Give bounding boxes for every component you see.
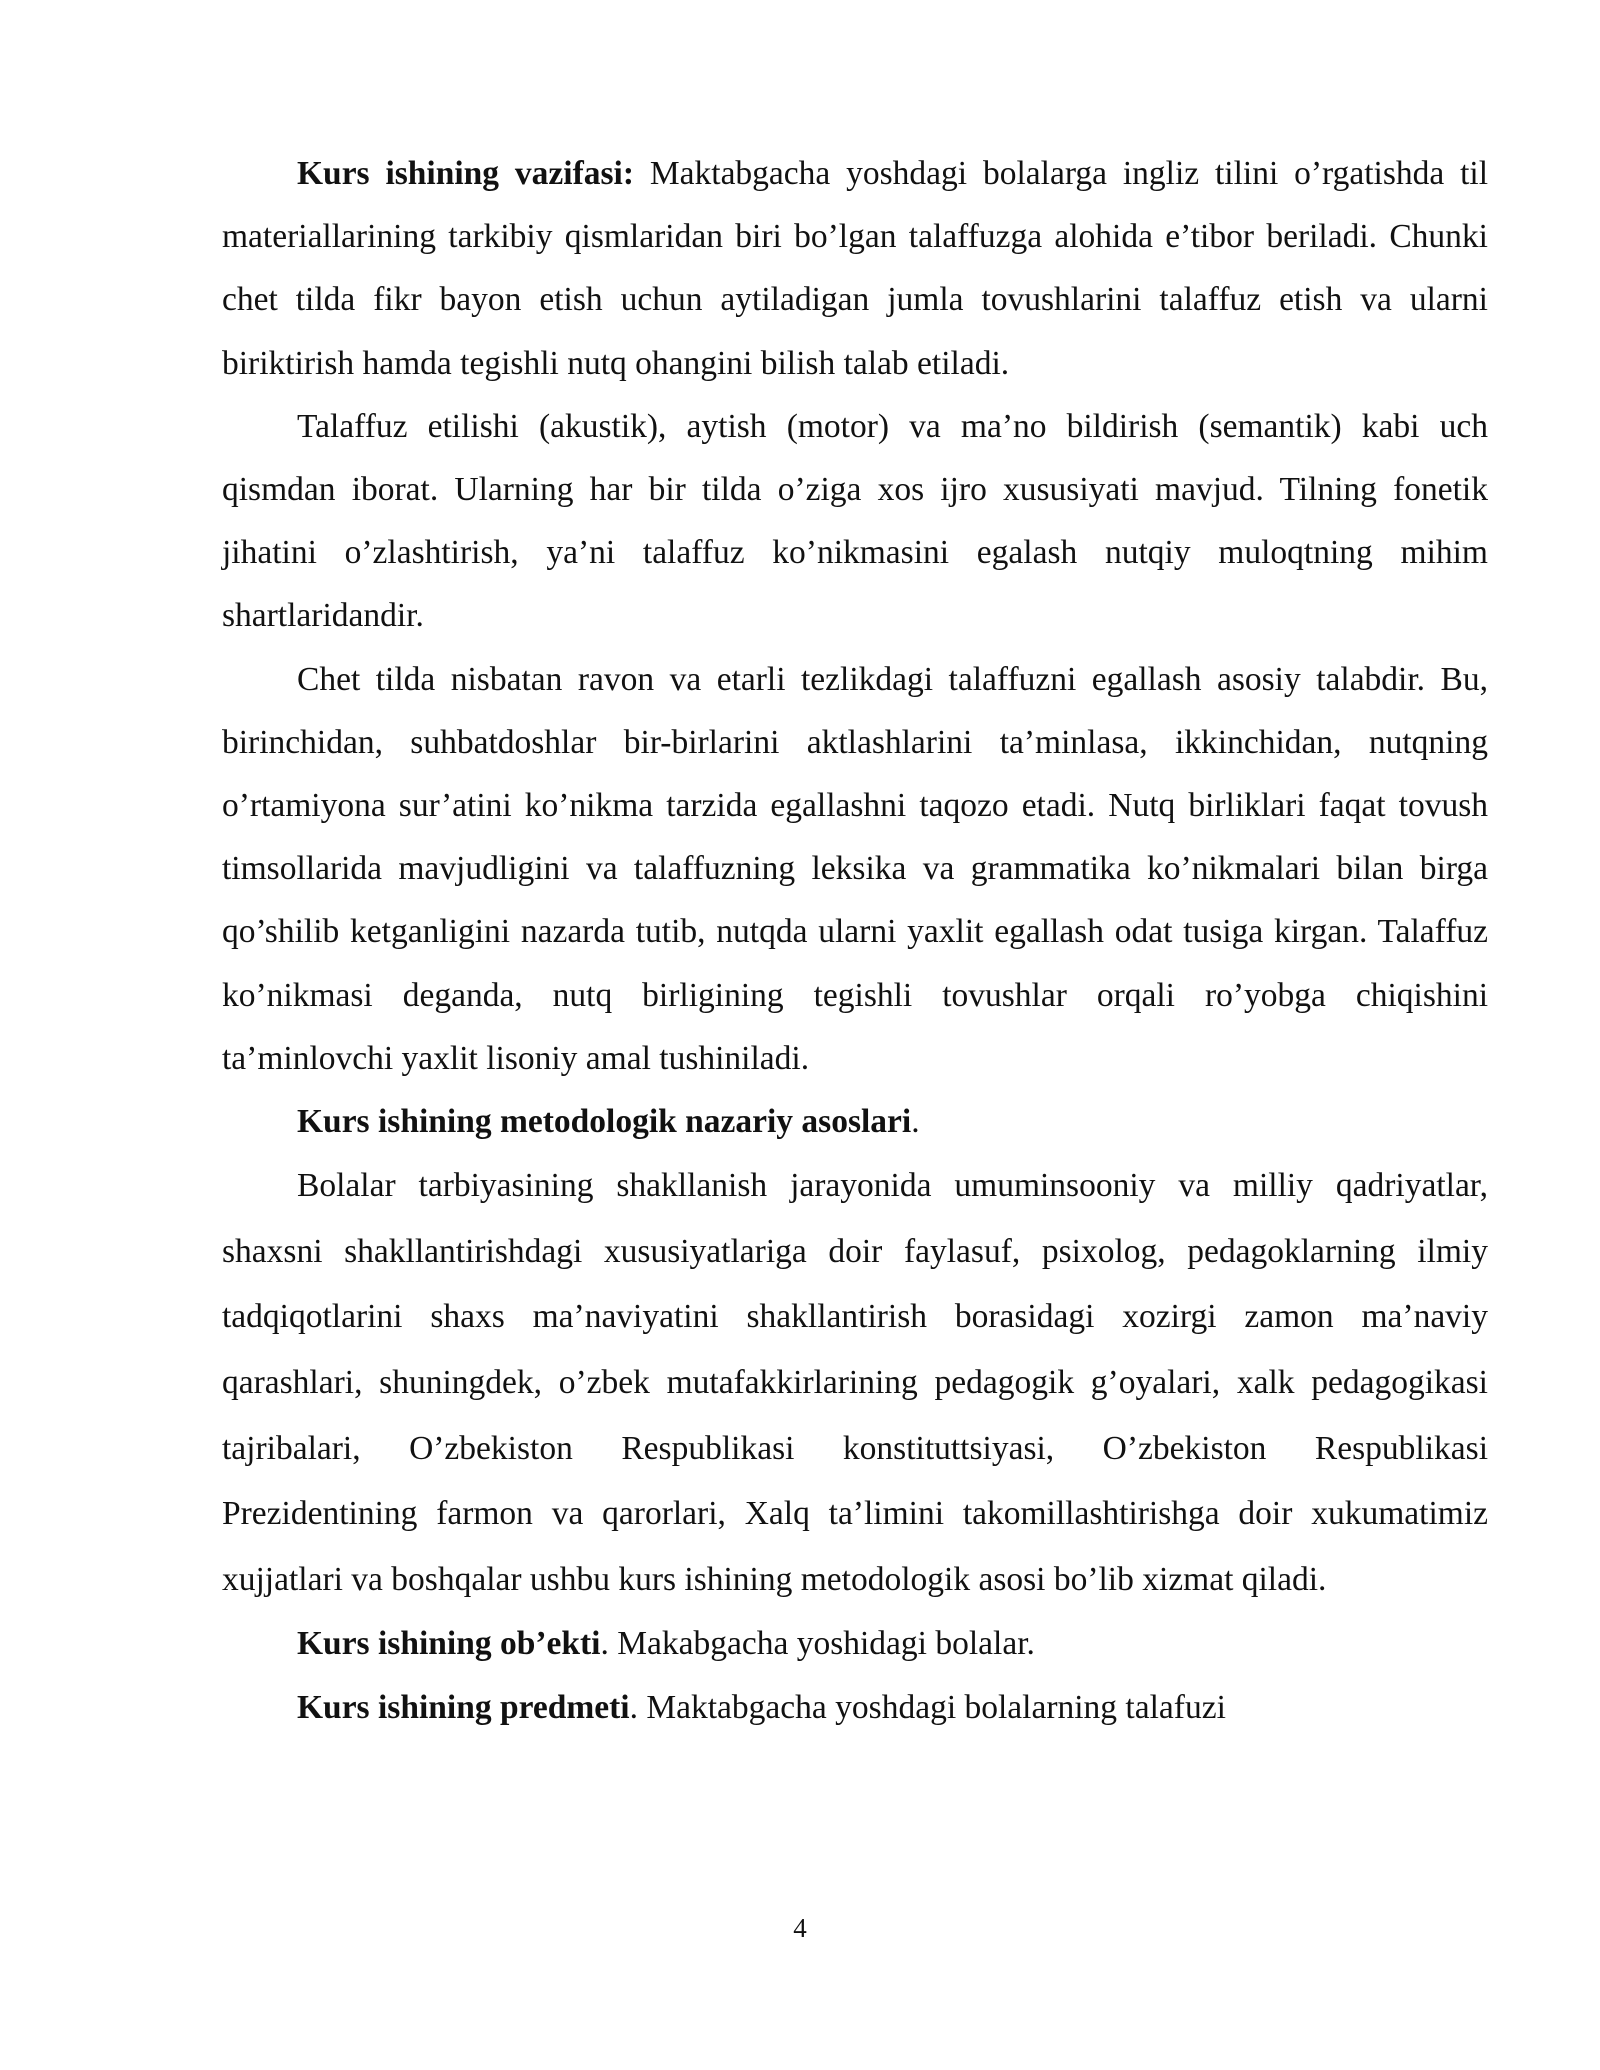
paragraph-text: . xyxy=(911,1103,920,1141)
paragraph-text: . Maktabgacha yoshdagi bolalarning talafuzi xyxy=(629,1688,1226,1726)
paragraph-methodology-heading xyxy=(222,1090,1488,1153)
page-number: 4 xyxy=(793,1913,807,1943)
paragraph-course-subject xyxy=(222,1676,1488,1739)
paragraph-heading: Kurs ishining predmeti xyxy=(297,1688,630,1726)
paragraph-text: Talaffuz etilishi (akustik), aytish (motor) va ma’no bildirish (semantik) kabi uch qismdan iborat. Ularning har bir tilda o’ziga xos ijro xususiyati mavjud. Tilning fonetik jihatini o’zlashtirish, ya’ni talaffuz ko’nikmasini egalash nutqiy muloqtning mihim shartlaridandir. xyxy=(222,407,1488,635)
paragraph-heading: Kurs ishining vazifasi: xyxy=(297,155,634,192)
paragraph-text: Bolalar tarbiyasining shakllanish jarayonida umuminsooniy va milliy qadriyatlar, shaxsni shakllantirishdagi xususiyatlariga doir faylasuf, psixolog, pedagoklarning ilmiy tadqiqotlarini shaxs ma’naviyatini shakllantirish borasidagi xozirgi zamon ma’naviy qarashlari, shuningdek, o’zbek mutafakkirlarining pedagogik g’oyalari, xalk pedagogikasi tajribalari, O’zbekiston Respublikasi konstituttsiyasi, O’zbekiston Respublikasi Prezidentining farmon va qarorlari, Xalq ta’limini takomillashtirishga doir xukumatimiz xujjatlari va boshqalar ushbu kurs ishining metodologik asosi bo’lib xizmat qiladi. xyxy=(222,1167,1488,1598)
paragraph-course-object xyxy=(222,1612,1488,1675)
paragraph-heading: Kurs ishining ob’ekti xyxy=(297,1625,601,1663)
paragraph-heading: Kurs ishining metodologik nazariy asoslari xyxy=(297,1103,912,1141)
document-page xyxy=(222,142,1488,1739)
paragraph-text: . Makabgacha yoshidagi bolalar. xyxy=(600,1625,1035,1663)
paragraph-course-tasks xyxy=(222,142,1488,395)
paragraph-text: Chet tilda nisbatan ravon va etarli tezlikdagi talaffuzni egallash asosiy talabdir. Bu, birinchidan, suhbatdoshlar bir-birlarini aktlashlarini ta’minlasa, ikkinchidan, nutqning o’rtamiyona sur’atini ko’nikma tarzida egallashni taqozo etadi. Nutq birliklari faqat tovush timsollarida mavjudligini va talaffuzning leksika va grammatika ko’nikmalari bilan birga qo’shilib ketganligini nazarda tutib, nutqda ularni yaxlit egallash odat tusiga kirgan. Talaffuz ko’nikmasi deganda, nutq birligining tegishli tovushlar orqali ro’yobga chiqishini ta’minlovchi yaxlit lisoniy amal tushiniladi. xyxy=(222,660,1488,1077)
paragraph-fluent-pronunciation xyxy=(222,648,1488,1090)
paragraph-methodology xyxy=(222,1153,1488,1612)
paragraph-text: Maktabgacha yoshdagi bolalarga ingliz tilini o’rgatishda til materiallarining tarkibiy qismlaridan biri bo’lgan talaffuzga alohida e’tibor beriladi. Chunki chet tilda fikr bayon etish uchun aytiladigan jumla tovushlarini talaffuz etish va ularni biriktirish hamda tegishli nutq ohangini bilish talab etiladi. xyxy=(222,155,1488,382)
paragraph-pronunciation-parts xyxy=(222,395,1488,648)
